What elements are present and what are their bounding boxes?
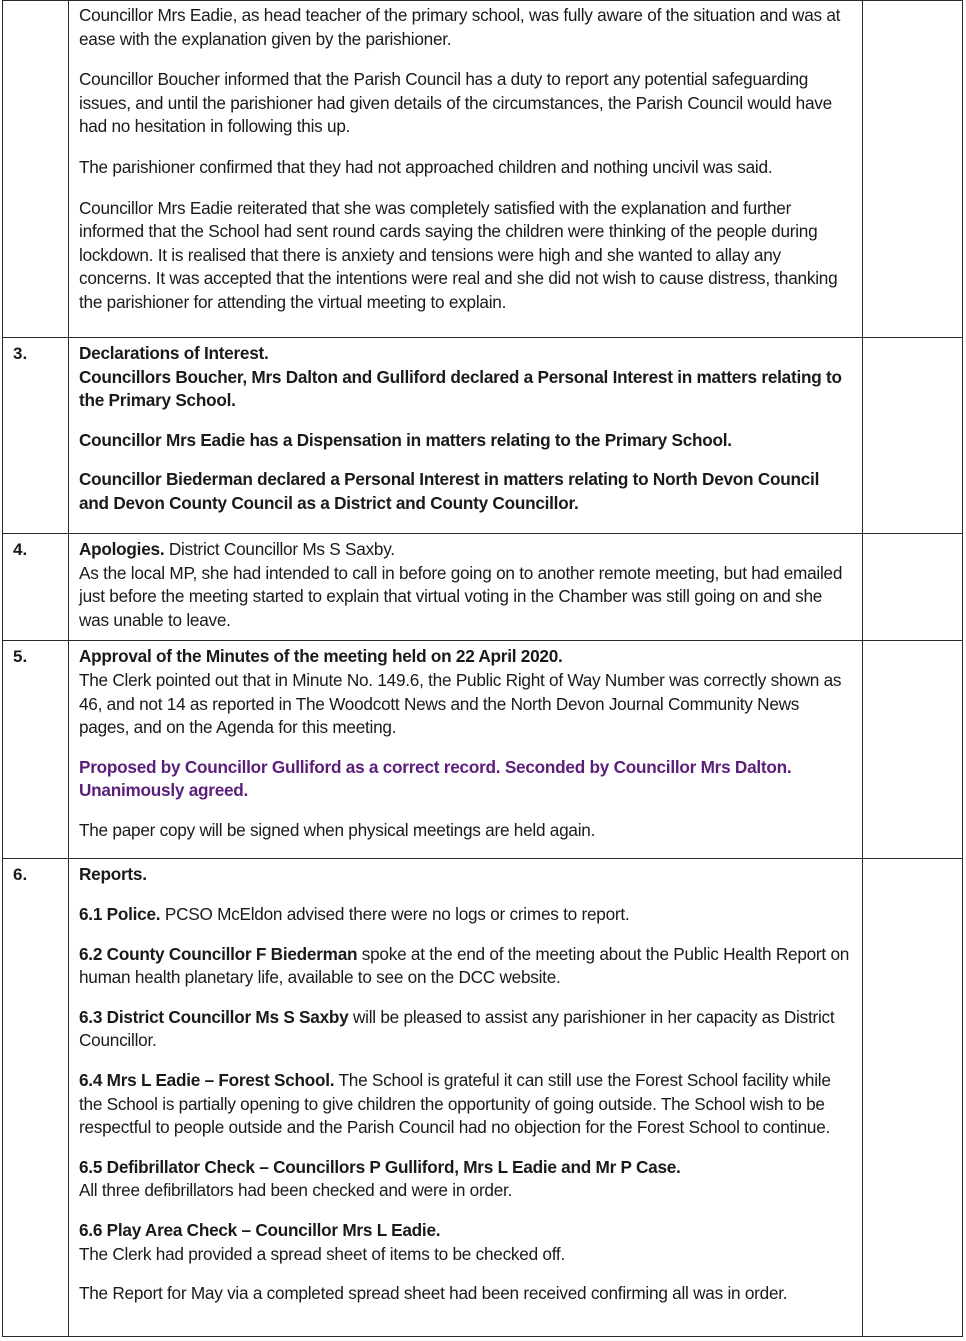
paragraph: The Clerk pointed out that in Minute No. 149.6, the Public Right of Way Number was correctly shown as 46, and not 14 as reported in The Woodcott News and the North Devon Journal Community News pages, and on the Agenda for this meeting.	[79, 669, 842, 738]
report-heading: 6.2 County Councillor F Biederman	[79, 943, 358, 964]
paragraph: Councillors Boucher, Mrs Dalton and Gulliford declared a Personal Interest in matters relating to the Primary School.	[79, 366, 842, 411]
report-text: PCSO McEldon advised there were no logs or crimes to report.	[160, 903, 630, 924]
paragraph: Councillor Mrs Eadie, as head teacher of the primary school, was fully aware of the situation and was at ease with the explanation given by the parishioner.	[79, 5, 841, 49]
paragraph: Councillor Mrs Eadie has a Dispensation in matters relating to the Primary School.	[79, 429, 732, 450]
report-item-6-1	[79, 903, 852, 927]
action-cell	[863, 1, 963, 338]
paragraph: The parishioner confirmed that they had not approached children and nothing uncivil was said.	[79, 156, 773, 177]
report-text: The Clerk had provided a spread sheet of items to be checked off.	[79, 1243, 565, 1264]
item-body-cell	[69, 859, 863, 1337]
report-item-6-3	[79, 1006, 852, 1053]
item-number: 3.	[3, 338, 69, 534]
item-number: 6.	[3, 859, 69, 1337]
paragraph: Councillor Boucher informed that the Parish Council has a duty to report any potential safeguarding issues, and until the parishioner had given details of the circumstances, the Parish Council would have had no hesitation in following this up.	[79, 69, 832, 137]
item-heading-rest: District Councillor Ms S Saxby.	[164, 539, 395, 559]
minutes-row-2-continued	[3, 1, 963, 338]
report-item-6-6	[79, 1219, 852, 1266]
paragraph: Councillor Biederman declared a Personal Interest in matters relating to North Devon Council and Devon County Council as a District and County Councillor.	[79, 469, 820, 513]
paragraph: The Report for May via a completed spread sheet had been received confirming all was in order.	[79, 1283, 788, 1304]
action-cell	[863, 859, 963, 1337]
action-cell	[863, 641, 963, 859]
item-heading-line	[79, 538, 852, 562]
item-heading: Declarations of Interest.	[79, 343, 269, 363]
minutes-row-3	[3, 338, 963, 534]
item-heading: Reports.	[79, 864, 147, 885]
paragraph: Councillor Mrs Eadie reiterated that she was completely satisfied with the explanation and further informed that the School had sent round cards saying the children were thinking of the people during lockdown. It is realised that there is anxiety and tensions were high and she wanted to allay any concerns. It was accepted that the intentions were real and she did not wish to cause distress, thanking the parishioner for attending the virtual meeting to explain.	[79, 197, 838, 312]
item-number: 4.	[3, 534, 69, 641]
report-item-6-4	[79, 1069, 852, 1140]
minutes-row-6	[3, 859, 963, 1337]
report-heading: 6.6 Play Area Check – Councillor Mrs L Eadie.	[79, 1219, 441, 1240]
item-body-cell	[69, 1, 863, 338]
minutes-table	[2, 0, 963, 1337]
report-heading: 6.1 Police.	[79, 903, 161, 924]
report-text: The School is grateful it can still use the Forest School facility while the School is partially opening to give children the opportunity of going outside. The School wish to be respectful to people outside and the Parish Council had no objection for the Forest School to continue.	[79, 1069, 831, 1138]
report-heading: 6.4 Mrs L Eadie – Forest School.	[79, 1069, 335, 1090]
paragraph: As the local MP, she had intended to call in before going on to another remote meeting, but had emailed just before the meeting started to explain that virtual voting in the Chamber was still going on and she was unable to leave.	[79, 562, 843, 630]
minutes-row-4	[3, 534, 963, 641]
report-text: will be pleased to assist any parishioner in her capacity as District Councillor.	[79, 1006, 835, 1051]
item-heading: Approval of the Minutes of the meeting held on 22 April 2020.	[79, 646, 563, 667]
item-body-cell	[69, 338, 863, 534]
report-item-6-2	[79, 943, 852, 990]
report-item-6-5	[79, 1156, 852, 1203]
item-number-cell	[3, 1, 69, 338]
report-heading: 6.3 District Councillor Ms S Saxby	[79, 1006, 349, 1027]
item-heading: Apologies.	[79, 539, 165, 559]
action-cell	[863, 534, 963, 641]
paragraph: The paper copy will be signed when physical meetings are held again.	[79, 819, 596, 840]
action-cell	[863, 338, 963, 534]
item-body-cell	[69, 641, 863, 859]
report-text: All three defibrillators had been checked and were in order.	[79, 1180, 513, 1201]
minutes-row-5	[3, 641, 963, 859]
item-number: 5.	[3, 641, 69, 859]
resolution-text: Proposed by Councillor Gulliford as a correct record. Seconded by Councillor Mrs Dalton. Unanimously agreed.	[79, 756, 792, 801]
report-heading: 6.5 Defibrillator Check – Councillors P Gulliford, Mrs L Eadie and Mr P Case.	[79, 1156, 681, 1177]
report-text: spoke at the end of the meeting about the Public Health Report on human health planetary life, available to see on the DCC website.	[79, 943, 850, 988]
item-body-cell	[69, 534, 863, 641]
